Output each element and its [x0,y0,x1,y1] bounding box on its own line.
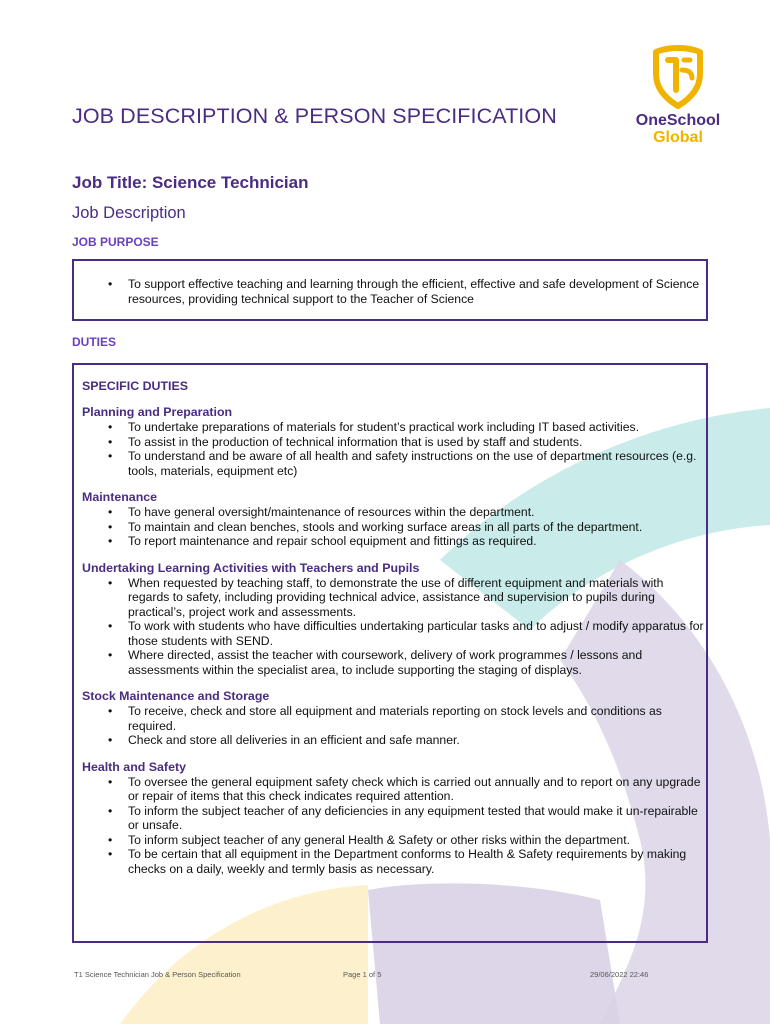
duty-item-text: When requested by teaching staff, to demonstrate the use of different equipment and materials with regards to safety, including providing technical advice, assistance and supervision to pupils during practical’s, project work and assessments. [128,575,664,619]
bullet-icon: • [108,619,113,633]
duty-item-text: Where directed, assist the teacher with coursework, delivery of work programmes / lessons and assessments within the specialist area, to include supporting the staging of displays. [128,648,643,677]
duty-list [82,704,704,748]
purpose-item-text: To support effective teaching and learning through the efficient, effective and safe development of Science resources, providing technical support to the Teacher of Science [128,277,700,306]
duty-item-text: To inform subject teacher of any general Health & Safety or other risks within the department. [128,832,630,847]
duty-item [82,648,704,677]
duty-list [82,505,704,549]
duty-section [82,760,704,877]
duty-item [82,420,704,435]
bullet-icon: • [108,277,113,291]
bullet-icon: • [108,575,113,590]
bullet-icon: • [108,832,113,847]
duty-list [82,576,704,678]
duty-item-text: To have general oversight/maintenance of resources within the department. [128,505,535,519]
duty-item [82,804,704,833]
section-title: Undertaking Learning Activities with Teachers and Pupils [82,560,420,575]
duty-item [82,847,704,876]
duty-section [82,405,704,478]
duty-item-text: To receive, check and store all equipment and materials reporting on stock levels and conditions as required. [128,704,662,733]
duty-list [82,420,704,478]
duty-item-text: To assist in the production of technical information that is used by staff and students. [128,434,583,449]
duty-item [82,435,704,450]
duty-item-text: To be certain that all equipment in the Department conforms to Health & Safety requirements by making checks on a daily, weekly and termly basis as necessary. [128,847,687,876]
bullet-icon: • [108,519,113,534]
purpose-item [82,277,702,306]
section-title: Planning and Preparation [82,405,233,419]
duties-content [82,379,704,888]
bullet-icon: • [108,534,113,548]
specific-duties-heading: SPECIFIC DUTIES [82,379,189,393]
duty-item [82,704,704,733]
section-title: Health and Safety [82,759,186,774]
duty-item-text: To undertake preparations of materials for student’s practical work including IT based activities. [128,420,640,434]
bullet-icon: • [108,449,113,463]
duty-item [82,534,704,549]
section-title: Stock Maintenance and Storage [82,689,270,703]
duty-item [82,520,704,535]
duty-item-text: To report maintenance and repair school equipment and fittings as required. [128,534,537,548]
logo-line-1: OneSchool [635,112,721,129]
purpose-list [82,277,702,306]
bullet-icon: • [108,803,113,818]
bullet-icon: • [108,847,113,861]
duty-item [82,619,704,648]
duty-list [82,775,704,877]
duty-item-text: To work with students who have difficulties undertaking particular tasks and to adjust / modify apparatus for those students with SEND. [128,619,704,648]
duty-item-text: To maintain and clean benches, stools and working surface areas in all parts of the department. [128,519,643,534]
bullet-icon: • [108,434,113,449]
shield-1-icon [628,44,728,110]
bullet-icon: • [108,774,113,789]
duties-heading: DUTIES [72,335,117,349]
duty-item [82,775,704,804]
section-title: Maintenance [82,490,158,504]
duty-item [82,833,704,848]
duty-item-text: To oversee the general equipment safety check which is carried out annually and to report on any upgrade or repair of items that this check indicates required attention. [128,774,701,803]
job-title: Job Title: Science Technician [72,173,309,192]
document-title: JOB DESCRIPTION & PERSON SPECIFICATION [72,104,557,128]
bullet-icon: • [108,648,113,662]
duty-section [82,490,704,549]
duty-item [82,505,704,520]
bullet-icon: • [108,420,113,434]
bullet-icon: • [108,704,113,718]
bullet-icon: • [108,733,113,747]
duty-section [82,689,704,748]
footer-timestamp: 29/06/2022 22:46 [590,970,649,979]
footer-document-name: T1 Science Technician Job & Person Specification [74,970,241,979]
duty-item-text: Check and store all deliveries in an efficient and safe manner. [128,733,460,747]
logo-wordmark [628,112,728,146]
bullet-icon: • [108,505,113,519]
job-purpose-box [72,259,708,321]
duty-item-text: To understand and be aware of all health and safety instructions on the use of department resources (e.g. tools, materials, equipment etc) [128,449,697,478]
duty-item [82,576,704,620]
duty-item [82,449,704,478]
logo-line-2: Global [653,129,703,146]
duty-section [82,561,704,678]
footer-page-number: Page 1 of 5 [343,970,382,979]
duty-item [82,733,704,748]
duties-box [72,363,708,943]
oneschool-logo [628,44,732,154]
job-description-heading: Job Description [72,204,186,222]
job-purpose-heading: JOB PURPOSE [72,235,159,249]
duty-item-text: To inform the subject teacher of any deficiencies in any equipment tested that would make it un-repairable or unsafe. [128,803,698,832]
